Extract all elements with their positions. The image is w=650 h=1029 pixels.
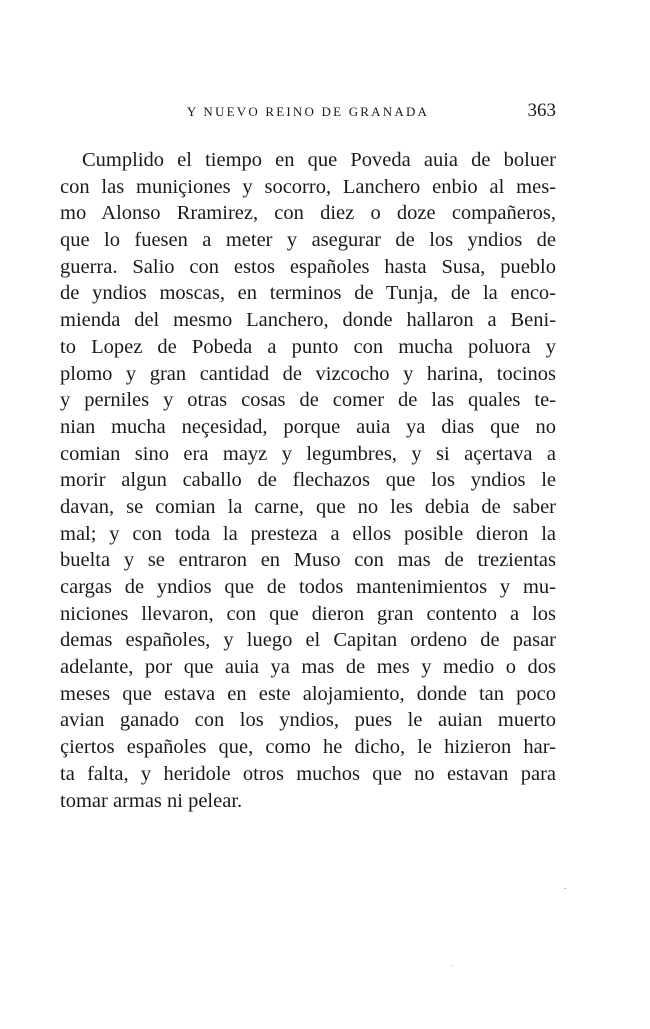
text-line: avian ganado con los yndios, pues le auian muerto bbox=[60, 709, 556, 732]
text-line: cargas de yndios que de todos mantenimientos y mu- bbox=[60, 576, 556, 598]
text-line: niciones llevaron, con que dieron gran contento a los bbox=[60, 602, 556, 625]
text-line: davan, se comian la carne, que no les debia de saber bbox=[60, 495, 556, 518]
text-line: morir algun caballo de flechazos que los yndios le bbox=[60, 469, 556, 492]
text-line: çiertos españoles que, como he dicho, le hizieron har- bbox=[60, 736, 556, 759]
text-line: y perniles y otras cosas de comer de las quales te- bbox=[60, 389, 556, 412]
text-line: demas españoles, y luego el Capitan ordeno de pasar bbox=[60, 629, 556, 652]
text-line: ta falta, y heridole otros muchos que no estavan para bbox=[60, 762, 556, 785]
text-line: Cumplido el tiempo en que Poveda auia de boluer bbox=[82, 149, 556, 171]
text-line: adelante, por que auia ya mas de mes y medio o dos bbox=[60, 656, 556, 679]
text-line: nian mucha neçesidad, porque auia ya dias que no bbox=[60, 415, 556, 438]
text-line: to Lopez de Pobeda a punto con mucha poluora y bbox=[60, 335, 556, 358]
text-line: mal; y con toda la presteza a ellos posible dieron la bbox=[60, 522, 556, 545]
text-line: tomar armas ni pelear. bbox=[60, 789, 243, 812]
text-line: mienda del mesmo Lanchero, donde hallaron a Beni- bbox=[60, 309, 556, 332]
running-title: Y NUEVO REINO DE GRANADA bbox=[186, 104, 430, 119]
text-line: buelta y se entraron en Muso con mas de trezientas bbox=[60, 549, 556, 572]
body-text bbox=[60, 147, 556, 814]
page-header bbox=[60, 100, 556, 126]
text-line: con las muniçiones y socorro, Lanchero enbio al mes- bbox=[60, 175, 556, 198]
page-number: 363 bbox=[527, 100, 556, 121]
text-line: de yndios moscas, en terminos de Tunja, de la enco- bbox=[60, 282, 556, 305]
text-line: guerra. Salio con estos españoles hasta Susa, pueblo bbox=[60, 255, 556, 278]
paper-speck bbox=[564, 888, 566, 889]
text-line: que lo fuesen a meter y asegurar de los yndios de bbox=[60, 229, 556, 252]
text-line: plomo y gran cantidad de vizcocho y harina, tocinos bbox=[60, 362, 556, 385]
text-line: comian sino era mayz y legumbres, y si açertava a bbox=[60, 442, 556, 465]
text-line: mo Alonso Rramirez, con diez o doze compañeros, bbox=[60, 202, 556, 225]
text-line: meses que estava en este alojamiento, donde tan poco bbox=[60, 682, 556, 705]
paper-speck bbox=[452, 965, 453, 966]
